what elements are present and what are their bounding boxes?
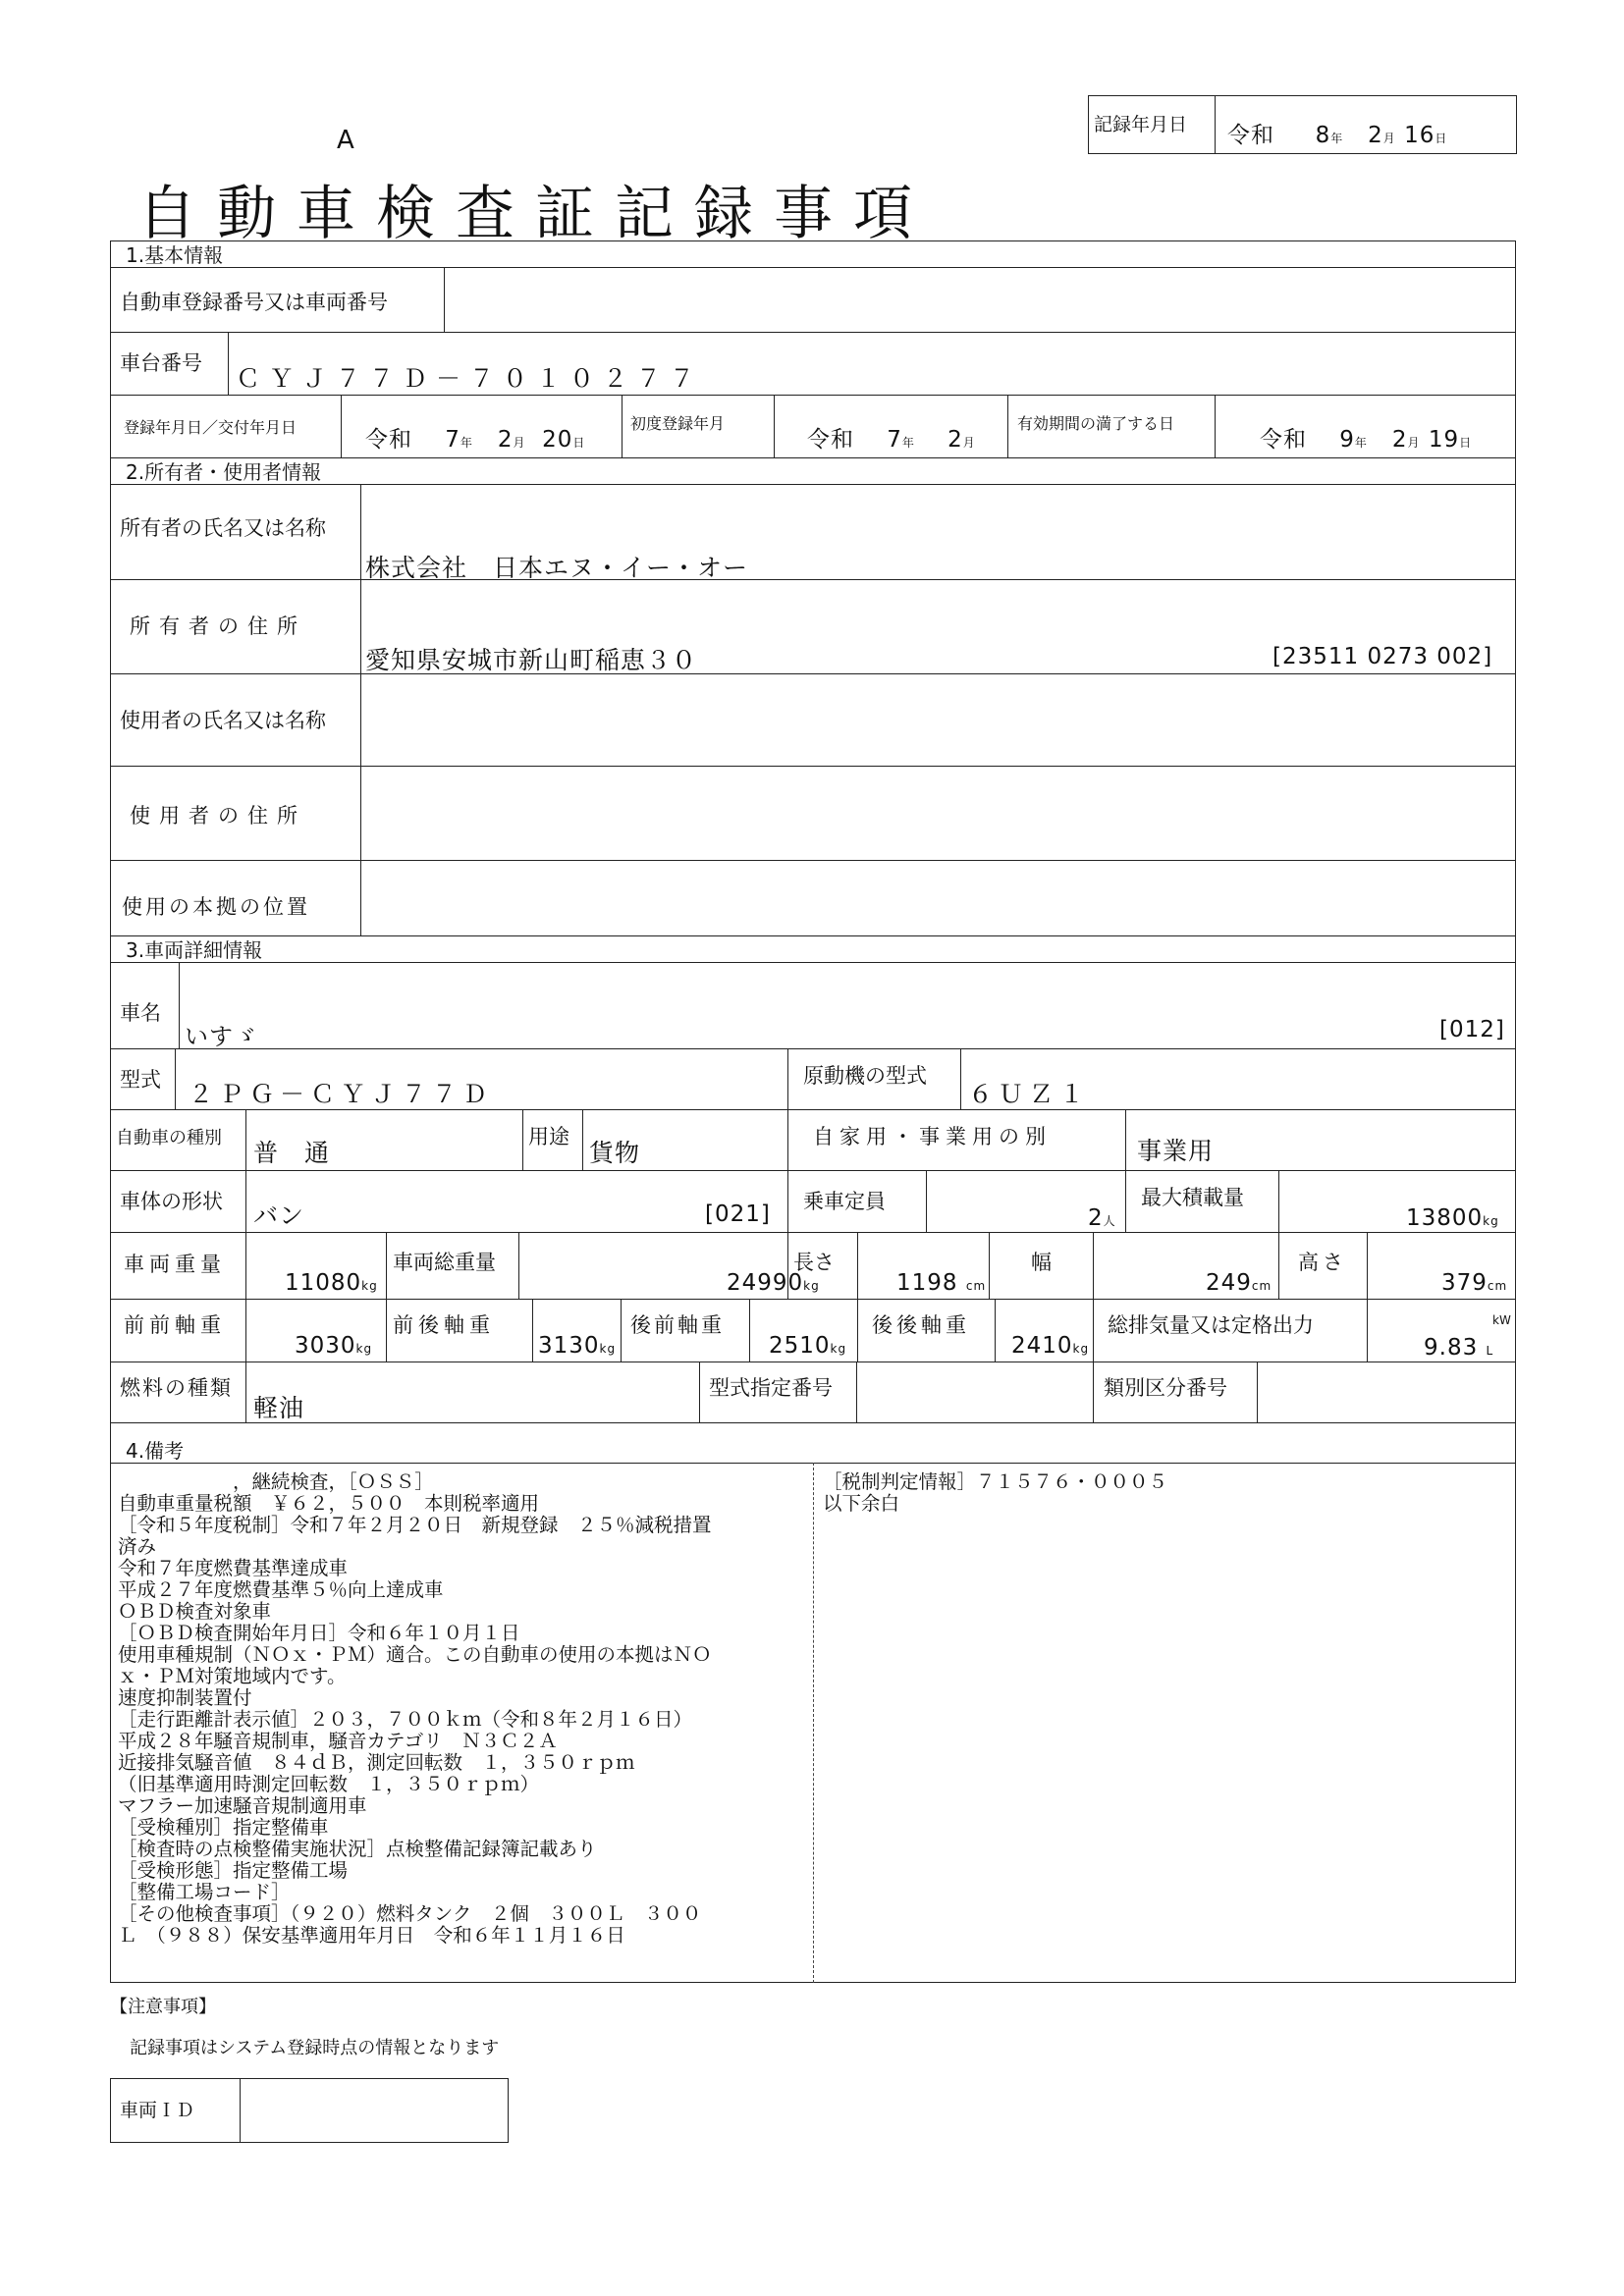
section-vehicle-heading: 3.車両詳細情報 bbox=[126, 938, 263, 962]
body-shape-label: 車体の形状 bbox=[120, 1190, 223, 1213]
fuel-type-value: 軽油 bbox=[253, 1394, 305, 1422]
front-front-axle-value: 3030kg bbox=[295, 1333, 373, 1359]
car-name-code: [012] bbox=[1439, 1017, 1505, 1042]
vehicle-weight-value: 11080kg bbox=[285, 1270, 378, 1296]
gross-weight-label: 車両総重量 bbox=[393, 1251, 496, 1274]
gross-weight-value: 24990kg bbox=[727, 1270, 820, 1296]
engine-model-label: 原動機の型式 bbox=[803, 1064, 927, 1088]
remarks-line: ，継続検査，［ＯＳＳ］ bbox=[118, 1470, 434, 1493]
remarks-line: 速度抑制装置付 bbox=[118, 1686, 252, 1709]
chassis-number-value: ＣＹＪ７７Ｄ－７０１０２７７ bbox=[236, 364, 704, 393]
user-name-label: 使用者の氏名又は名称 bbox=[120, 709, 326, 732]
displacement-value: 9.83 L bbox=[1424, 1335, 1494, 1361]
remarks-line: ［その他検査事項］（９２０）燃料タンク ２個 ３００Ｌ ３００ bbox=[118, 1902, 702, 1925]
section-remarks-heading: 4.備考 bbox=[126, 1439, 185, 1463]
front-rear-axle-label: 前後軸重 bbox=[393, 1313, 495, 1337]
displacement-label: 総排気量又は定格出力 bbox=[1108, 1313, 1314, 1337]
remarks-line: ［受検形態］指定整備工場 bbox=[118, 1859, 349, 1882]
owner-address-label: 所有者の住所 bbox=[130, 614, 306, 638]
rear-rear-axle-value: 2410kg bbox=[1011, 1333, 1090, 1359]
remarks-line: 使用車種規制（ＮＯｘ・ＰＭ）適合。この自動車の使用の本拠はＮＯ bbox=[118, 1643, 712, 1666]
record-date-value: 令和 8年 2月 16日 bbox=[1227, 123, 1448, 148]
height-value: 379cm bbox=[1441, 1270, 1508, 1296]
height-label: 高さ bbox=[1298, 1251, 1347, 1274]
remarks-line: ［受検種別］指定整備車 bbox=[118, 1816, 329, 1839]
rear-front-axle-value: 2510kg bbox=[769, 1333, 847, 1359]
section-owner-heading: 2.所有者・使用者情報 bbox=[126, 460, 322, 484]
first-registration-label: 初度登録年月 bbox=[630, 414, 726, 433]
user-address-label: 使用者の住所 bbox=[130, 804, 306, 828]
remarks-line: 自動車重量税額 ￥６２，５００ 本則税率適用 bbox=[118, 1492, 540, 1515]
remarks-line: ［ＯＢＤ検査開始年月日］令和６年１０月１日 bbox=[118, 1622, 520, 1644]
chassis-number-label: 車台番号 bbox=[120, 351, 202, 375]
vehicle-id-label: 車両ＩＤ bbox=[120, 2100, 195, 2121]
remarks-line: ［整備工場コード］ bbox=[118, 1881, 291, 1903]
owner-name-label: 所有者の氏名又は名称 bbox=[120, 516, 326, 540]
remarks-line: 済み bbox=[118, 1535, 157, 1558]
type-designation-label: 型式指定番号 bbox=[709, 1376, 833, 1400]
remarks-line: 近接排気騒音値 ８４ｄＢ，測定回転数 １，３５０ｒｐｍ bbox=[118, 1751, 635, 1774]
remarks-divider bbox=[813, 1463, 814, 1983]
issue-date-label: 登録年月日／交付年月日 bbox=[124, 418, 298, 437]
remarks-line: （旧基準適用時測定回転数 １，３５０ｒｐｍ） bbox=[118, 1773, 540, 1795]
body-shape-value: バン bbox=[253, 1201, 305, 1230]
vehicle-weight-label: 車両重量 bbox=[124, 1253, 226, 1276]
first-registration-value: 令和 7年 2月 bbox=[807, 427, 976, 453]
notes-text: 記録事項はシステム登録時点の情報となります bbox=[130, 2038, 500, 2058]
issue-date-value: 令和 7年 2月 20日 bbox=[365, 427, 586, 453]
rear-rear-axle-label: 後後軸重 bbox=[872, 1313, 970, 1337]
fuel-type-label: 燃料の種類 bbox=[120, 1376, 233, 1400]
max-load-value: 13800kg bbox=[1406, 1205, 1499, 1231]
remarks-line: 平成２７年度燃費基準５％向上達成車 bbox=[118, 1578, 444, 1601]
front-rear-axle-value: 3130kg bbox=[538, 1333, 617, 1359]
max-load-label: 最大積載量 bbox=[1141, 1186, 1244, 1209]
owner-name-value: 株式会社 日本エヌ・イー・オー bbox=[365, 554, 749, 582]
record-date-label: 記録年月日 bbox=[1094, 114, 1188, 135]
remarks-line: ＯＢＤ検査対象車 bbox=[118, 1600, 272, 1623]
remarks-line: ［走行距離計表示値］２０３，７００ｋｍ（令和８年２月１６日） bbox=[118, 1708, 693, 1731]
remarks-line: 平成２８年騒音規制車，騒音カテゴリ Ｎ３Ｃ２Ａ bbox=[118, 1730, 558, 1752]
width-value: 249cm bbox=[1206, 1270, 1272, 1296]
private-business-label: 自家用・事業用の別 bbox=[813, 1125, 1052, 1148]
capacity-label: 乗車定員 bbox=[803, 1190, 886, 1213]
purpose-value: 貨物 bbox=[589, 1139, 641, 1167]
class-number-label: 類別区分番号 bbox=[1104, 1376, 1227, 1400]
length-value: 1198 cm bbox=[896, 1270, 987, 1296]
remarks-line: ［税制判定情報］７１５７６・０００５ bbox=[823, 1470, 1168, 1493]
base-location-label: 使用の本拠の位置 bbox=[122, 895, 310, 919]
remarks-line: ｘ・ＰＭ対策地域内です。 bbox=[118, 1665, 347, 1687]
expiry-date-value: 令和 9年 2月 19日 bbox=[1260, 427, 1473, 453]
notes-heading: 【注意事項】 bbox=[110, 1997, 216, 2017]
vehicle-kind-label: 自動車の種別 bbox=[116, 1128, 222, 1148]
body-shape-code: [021] bbox=[705, 1201, 771, 1227]
rear-front-axle-label: 後前軸重 bbox=[630, 1313, 725, 1337]
private-business-value: 事業用 bbox=[1137, 1137, 1215, 1165]
capacity-value: 2人 bbox=[1088, 1205, 1116, 1231]
remarks-line: 令和７年度燃費基準達成車 bbox=[118, 1557, 349, 1579]
remarks-line: Ｌ （９８８）保安基準適用年月日 令和６年１１月１６日 bbox=[118, 1924, 625, 1947]
remarks-line: 以下余白 bbox=[823, 1492, 900, 1515]
document-title: 自動車検査証記録事項 bbox=[137, 180, 933, 248]
reg-number-label: 自動車登録番号又は車両番号 bbox=[120, 291, 388, 314]
car-name-value: いすゞ bbox=[185, 1023, 258, 1050]
car-name-label: 車名 bbox=[120, 1001, 161, 1025]
remarks-line: ［検査時の点検整備実施状況］点検整備記録簿記載あり bbox=[118, 1838, 597, 1860]
remarks-line: ［令和５年度税制］令和７年２月２０日 新規登録 ２５％減税措置 bbox=[118, 1514, 712, 1536]
model-value: ２ＰＧ－ＣＹＪ７７Ｄ bbox=[189, 1080, 494, 1108]
header-mark: A bbox=[337, 126, 354, 155]
owner-address-code: [23511 0273 002] bbox=[1272, 644, 1493, 669]
width-label: 幅 bbox=[1031, 1251, 1052, 1274]
engine-model-value: ６ＵＺ１ bbox=[968, 1080, 1091, 1108]
owner-address-value: 愛知県安城市新山町稲恵３０ bbox=[365, 646, 698, 674]
section-basic-heading: 1.基本情報 bbox=[126, 243, 224, 267]
vehicle-kind-value: 普 通 bbox=[253, 1139, 331, 1167]
length-label: 長さ bbox=[793, 1251, 835, 1274]
purpose-label: 用途 bbox=[528, 1125, 569, 1148]
model-label: 型式 bbox=[120, 1068, 161, 1092]
displacement-unit-kw: kW bbox=[1492, 1313, 1511, 1327]
remarks-line: マフラー加速騒音規制適用車 bbox=[118, 1794, 367, 1817]
expiry-date-label: 有効期間の満了する日 bbox=[1017, 414, 1175, 433]
front-front-axle-label: 前前軸重 bbox=[124, 1313, 226, 1337]
